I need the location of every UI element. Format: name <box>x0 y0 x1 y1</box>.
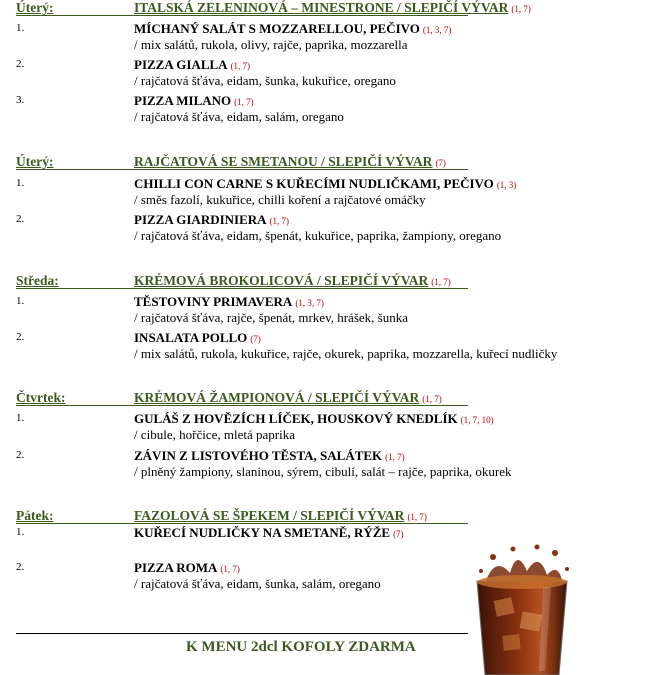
day-label: Pátek: <box>16 508 54 523</box>
soup-of-day: FAZOLOVÁ SE ŠPEKEM / SLEPIČÍ VÝVAR (1, 7) <box>134 508 427 523</box>
item-name: PIZZA MILANO (1, 7) <box>134 93 254 108</box>
item-name: CHILLI CON CARNE S KUŘECÍMI NUDLIČKAMI, PEČIVO (1, 3) <box>134 176 517 191</box>
allergens: (1, 7) <box>220 564 240 574</box>
soup-of-day: ITALSKÁ ZELENINOVÁ – MINESTRONE / SLEPIČÍ VÝVAR (1, 7) <box>134 0 531 15</box>
soup-of-day: KRÉMOVÁ ŽAMPIONOVÁ / SLEPIČÍ VÝVAR (1, 7) <box>134 390 442 405</box>
item-number: 1. <box>16 22 25 34</box>
item-name: MÍCHANÝ SALÁT S MOZZARELLOU, PEČIVO (1, 3, 7) <box>134 21 452 36</box>
item-number: 1. <box>16 526 25 538</box>
allergens: (1, 7) <box>511 4 531 14</box>
item-description: / směs fazolí, kukuřice, chilli koření a rajčatové omáčky <box>134 192 426 207</box>
item-name: PIZZA GIALLA (1, 7) <box>134 57 251 72</box>
allergens: (1, 7, 10) <box>460 415 494 425</box>
item-description: / rajčatová šťáva, eidam, šunka, salám, oregano <box>134 576 381 591</box>
item-number: 2. <box>16 213 25 225</box>
item-number: 1. <box>16 412 25 424</box>
item-name: TĚSTOVINY PRIMAVERA (1, 3, 7) <box>134 294 324 309</box>
allergens: (1, 7) <box>269 216 290 226</box>
item-number: 2. <box>16 449 25 461</box>
item-number: 2. <box>16 561 25 573</box>
allergens: (1, 7) <box>407 512 427 522</box>
item-number: 2. <box>16 58 25 70</box>
allergens: (7) <box>250 334 261 344</box>
item-name: PIZZA ROMA (1, 7) <box>134 560 240 575</box>
item-description: / rajčatová šťáva, eidam, salám, oregano <box>134 109 344 124</box>
soup-of-day: KRÉMOVÁ BROKOLICOVÁ / SLEPIČÍ VÝVAR (1, 7) <box>134 273 451 288</box>
item-description: / mix salátů, rukola, olivy, rajče, paprika, mozzarella <box>134 37 408 52</box>
day-label: Úterý: <box>16 0 54 15</box>
item-description: / rajčatová šťáva, eidam, špenát, kukuřice, paprika, žampiony, oregano <box>134 228 502 243</box>
item-name: PIZZA GIARDINIERA (1, 7) <box>134 212 290 227</box>
item-name: INSALATA POLLO (7) <box>134 330 261 345</box>
day-label: Úterý: <box>16 154 54 169</box>
allergens: (7) <box>435 158 446 168</box>
item-number: 2. <box>16 331 25 343</box>
allergens: (1, 3, 7) <box>422 25 452 35</box>
allergens: (1, 7) <box>234 97 254 107</box>
footer-divider <box>16 633 468 634</box>
allergens: (7) <box>393 529 404 539</box>
allergens: (1, 7) <box>385 452 405 462</box>
day-label: Středa: <box>16 273 59 288</box>
item-number: 1. <box>16 177 25 189</box>
item-name: GULÁŠ Z HOVĚZÍCH LÍČEK, HOUSKOVÝ KNEDLÍK (1, 7, 10) <box>134 411 494 426</box>
item-name: KUŘECÍ NUDLIČKY NA SMETANĚ, RÝŽE (7) <box>134 525 404 540</box>
allergens: (1, 3) <box>496 180 517 190</box>
item-description: / plněný žampiony, slaninou, sýrem, cibulí, salát – rajče, paprika, okurek <box>134 464 512 479</box>
item-name: ZÁVIN Z LISTOVÉHO TĚSTA, SALÁTEK (1, 7) <box>134 448 405 463</box>
allergens: (1, 7) <box>230 61 251 71</box>
item-description: / rajčatová šťáva, eidam, šunka, kukuřice, oregano <box>134 73 396 88</box>
item-description: / rajčatová šťáva, rajče, špenát, mrkev, hrášek, šunka <box>134 310 408 325</box>
item-description: / mix salátů, rukola, kukuřice, rajče, okurek, paprika, mozzarella, kuřecí nudličky <box>134 346 558 361</box>
footer-promo: K MENU 2dcl KOFOLY ZDARMA <box>186 639 416 655</box>
kofola-glass-image <box>455 543 590 675</box>
allergens: (1, 7) <box>431 277 451 287</box>
item-description: / cibule, hořčice, mletá paprika <box>134 427 295 442</box>
item-number: 3. <box>16 94 25 106</box>
day-label: Čtvrtek: <box>16 390 66 405</box>
allergens: (1, 3, 7) <box>295 298 324 308</box>
item-number: 1. <box>16 295 25 307</box>
allergens: (1, 7) <box>422 394 442 404</box>
soup-of-day: RAJČATOVÁ SE SMETANOU / SLEPIČÍ VÝVAR (7) <box>134 154 446 169</box>
